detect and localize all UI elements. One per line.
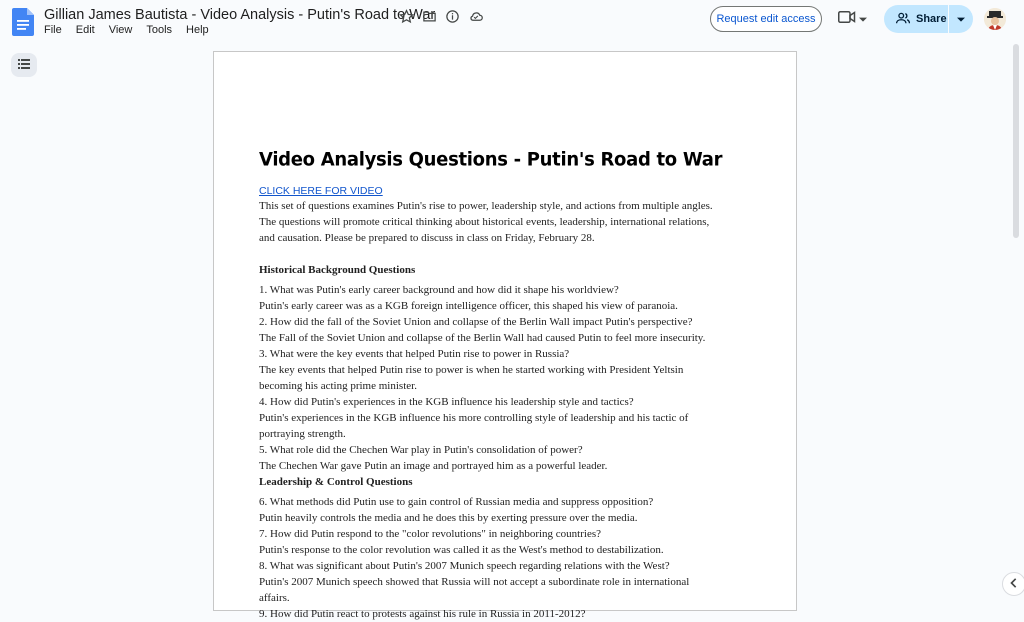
info-icon[interactable] — [444, 8, 461, 25]
side-panel-toggle-button[interactable] — [1002, 572, 1024, 596]
answer-line: Putin heavily controls the media and he does this by exerting pressure over the media. — [259, 512, 638, 524]
question-line: 1. What was Putin's early career background and how did it shape his worldview? — [259, 284, 619, 296]
folder-icon[interactable] — [421, 8, 438, 25]
app-header — [0, 0, 1024, 42]
document-title[interactable]: Gillian James Bautista - Video Analysis - Putin's Road to War — [44, 7, 436, 23]
chevron-left-icon — [1010, 575, 1018, 593]
menu-file[interactable]: File — [44, 24, 62, 36]
cloud-icon[interactable] — [467, 8, 484, 25]
video-camera-icon — [838, 10, 856, 29]
question-line: 7. How did Putin respond to the "color revolutions" in neighboring countries? — [259, 528, 601, 540]
share-button-group — [884, 5, 973, 33]
question-line: 3. What were the key events that helped Putin rise to power in Russia? — [259, 348, 570, 360]
share-label: Share — [916, 13, 947, 25]
intro-paragraph — [259, 198, 759, 246]
answer-line: becoming his acting prime minister. — [259, 380, 417, 392]
question-line: 5. What role did the Chechen War play in Putin's consolidation of power? — [259, 444, 583, 456]
question-line: 6. What methods did Putin use to gain control of Russian media and suppress opposition? — [259, 496, 654, 508]
document-heading: Video Analysis Questions - Putin's Road to War — [259, 148, 723, 171]
menu-tools[interactable]: Tools — [146, 24, 173, 36]
video-link[interactable]: CLICK HERE FOR VIDEO — [259, 185, 383, 197]
document-outline-button[interactable] — [11, 53, 37, 77]
vertical-scrollbar[interactable] — [1013, 44, 1019, 238]
menu-view[interactable]: View — [108, 24, 133, 36]
section-heading-historical: Historical Background Questions — [259, 264, 416, 276]
section-heading-leadership: Leadership & Control Questions — [259, 476, 413, 488]
share-dropdown-button[interactable] — [949, 10, 973, 28]
avatar[interactable] — [984, 8, 1006, 30]
answer-line: The key events that helped Putin rise to power is when he started working with President Yeltsin — [259, 364, 684, 376]
answer-line: Putin's response to the color revolution was called it as the West's method to destabilization. — [259, 544, 664, 556]
menu-bar — [44, 24, 209, 36]
document-body — [259, 149, 759, 622]
answer-line: Putin's experiences in the KGB influence his more controlling style of leadership and his tactic of — [259, 412, 689, 424]
share-button[interactable] — [884, 5, 948, 33]
question-line: 4. How did Putin's experiences in the KGB influence his leadership style and tactics? — [259, 396, 634, 408]
document-page[interactable] — [213, 51, 797, 620]
request-edit-access-button[interactable]: Request edit access — [710, 6, 822, 32]
answer-line: The Chechen War gave Putin an image and portrayed him as a powerful leader. — [259, 460, 608, 472]
outline-list-icon — [18, 56, 30, 74]
chevron-down-icon — [859, 10, 867, 28]
menu-edit[interactable]: Edit — [75, 24, 95, 36]
star-icon[interactable] — [398, 8, 415, 25]
question-line: 8. What was significant about Putin's 2007 Munich speech regarding relations with the West? — [259, 560, 670, 572]
menu-help[interactable]: Help — [186, 24, 209, 36]
question-line: 2. How did the fall of the Soviet Union and collapse of the Berlin Wall impact Putin's perspective? — [259, 316, 693, 328]
meet-button[interactable] — [838, 10, 872, 28]
question-line: 9. How did Putin react to protests against his rule in Russia in 2011-2012? — [259, 608, 586, 620]
intro-line: This set of questions examines Putin's rise to power, leadership style, and actions from multiple angles. — [259, 200, 713, 212]
intro-line: The questions will promote critical thinking about historical events, leadership, international relations, — [259, 216, 710, 228]
docs-logo-icon[interactable] — [12, 8, 34, 36]
answer-line: Putin's 2007 Munich speech showed that Russia will not accept a subordinate role in international — [259, 576, 690, 588]
answer-line: The Fall of the Soviet Union and collapse of the Berlin Wall had caused Putin to feel more insecurity. — [259, 332, 706, 344]
answer-line: Putin's early career was as a KGB foreign intelligence officer, this shaped his view of paranoia. — [259, 300, 678, 312]
people-icon — [896, 12, 910, 27]
chevron-down-icon — [957, 10, 965, 28]
intro-line: and causation. Please be prepared to discuss in class on Friday, February 28. — [259, 232, 595, 244]
answer-line: affairs. — [259, 592, 290, 604]
answer-line: portraying strength. — [259, 428, 346, 440]
